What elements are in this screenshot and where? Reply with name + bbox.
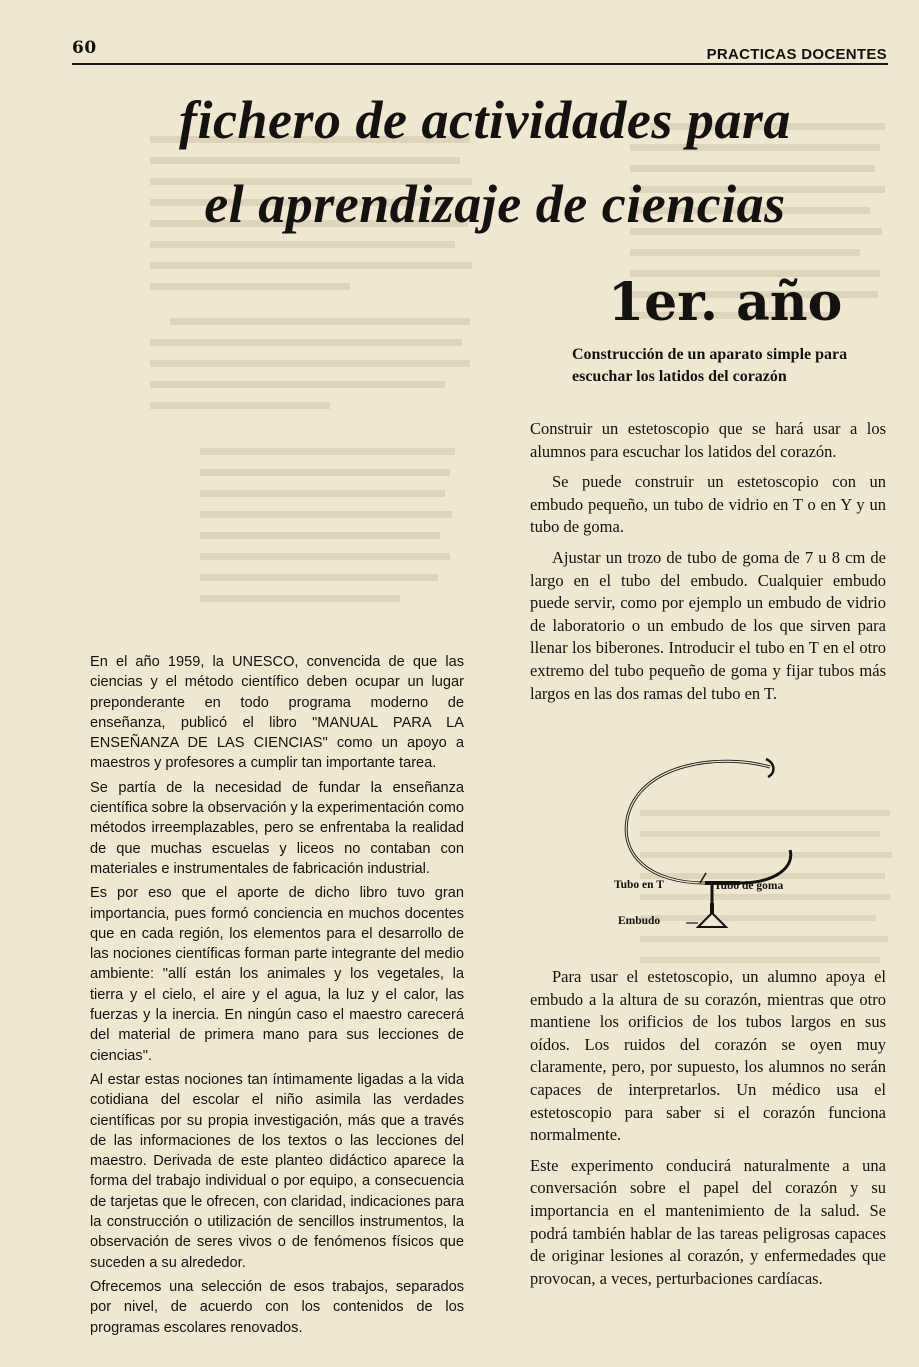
activity-paragraph: Este experimento conducirá naturalmente a una conversación sobre el papel del corazón y su importancia en el mantenimiento de la salud. Se podrá también hablar de las tareas peligrosas capaces de originar lesiones al corazón, y enfermedades que provocan, a veces, perturbaciones cardíacas. xyxy=(530,1155,886,1288)
stethoscope-diagram xyxy=(600,755,840,945)
t-tube-label: Tubo en T xyxy=(614,879,664,891)
left-tube-loop xyxy=(626,761,770,883)
intro-paragraph: Ofrecemos una selección de esos trabajos, separados por nivel, de acuerdo con los contenidos de los programas escolares renovados. xyxy=(90,1278,464,1336)
article-title xyxy=(60,78,919,246)
header-rule xyxy=(72,63,888,65)
intro-paragraph: Es por eso que el aporte de dicho libro tuvo gran importancia, pues formó conciencia en muchos docentes que en cada región, los elementos para el desarrollo de las nociones científicas forman parte integrante del medio ambiente: "allí están los animales y los vegetales, la tierra y el cielo, el aire y el agua, la luz y el calor, las fuerzas y la inercia. En ningún caso el maestro carecerá del material de primera mano para sus lecciones de ciencias". xyxy=(90,885,464,1064)
show-through-texture-mid xyxy=(200,440,460,640)
activity-text-bottom xyxy=(530,966,886,1298)
intro-paragraph: Al estar estas nociones tan íntimamente ligadas a la vida cotidiana del escolar el niño asimila las verdades científicas por su propia investigación, más que a través de las informaciones de los textos o las lecciones del maestro. Derivada de este planteo didáctico aparece la forma del trabajo individual o por equipo, a consecuencia de tarjetas que le ofrecen, con claridad, indicaciones para la construcción o utilización de sencillos instrumentos, la observación de seres vivos o de fenómenos físicos que suceden a su alrededor. xyxy=(90,1071,464,1271)
activity-paragraph: Para usar el estetoscopio, un alumno apoya el embudo a la altura de su corazón, mientras que otro mantiene los orificios de los tubos largos en sus oídos. Los ruidos del corazón se oyen muy claramente, pero, por supuesto, los alumnos no serán capaces de interpretarlos. Un médico usa el estetoscopio para saber si el corazón funciona normalmente. xyxy=(530,967,886,1145)
show-through-lines-mid xyxy=(200,440,460,640)
section-title: PRACTICAS DOCENTES xyxy=(706,46,887,63)
title-line-2: el aprendizaje de ciencias xyxy=(204,174,786,234)
year-heading: 1er. año xyxy=(608,272,843,333)
left-tube-inner xyxy=(626,761,770,883)
activity-paragraph: Se puede construir un estetoscopio con un embudo pequeño, un tubo de vidrio en T o en Y y un tubo de goma. xyxy=(530,472,886,537)
funnel-label: Embudo xyxy=(618,915,661,927)
right-tube xyxy=(740,850,791,883)
intro-text xyxy=(90,652,464,1342)
page-number: 60 xyxy=(72,38,97,58)
activity-heading: Construcción de un aparato simple para escuchar los latidos del corazón xyxy=(572,346,848,385)
activity-text-top xyxy=(530,418,886,713)
activity-paragraph: Ajustar un trozo de tubo de goma de 7 u 8 cm de largo en el tubo del embudo. Cualquier embudo puede servir, como por ejemplo un embudo de vidrio de laboratorio o un embudo de los que sirven para llenar los biberones. Introducir el tubo en T en el otro extremo del tubo pequeño de goma y fijar tubos más largos en las dos ramas del tubo en T. xyxy=(530,547,886,703)
intro-paragraph: Se partía de la necesidad de fundar la enseñanza científica sobre la observación y la experimentación como métodos irreemplazables, pero se enfrentaba la realidad de que muchas escuelas y liceos no contaban con materiales e instrumentales de fabricación industrial. xyxy=(90,779,464,877)
title-line-1: fichero de actividades para xyxy=(179,90,791,150)
intro-paragraph: En el año 1959, la UNESCO, convencida de que las ciencias y el método científico deben ocupar un lugar preponderante en todo programa moderno de enseñanza, publicó el libro "MANUAL PARA LA ENSEÑANZA DE LAS CIENCIAS" como un apoyo a maestros y profesores a cumplir tan importante tarea. xyxy=(90,654,464,772)
activity-paragraph: Construir un estetoscopio que se hará usar a los alumnos para escuchar los latidos del corazón. xyxy=(530,419,886,461)
rubber-tube-label: Tubo de goma xyxy=(714,880,784,892)
funnel-icon xyxy=(698,913,726,927)
